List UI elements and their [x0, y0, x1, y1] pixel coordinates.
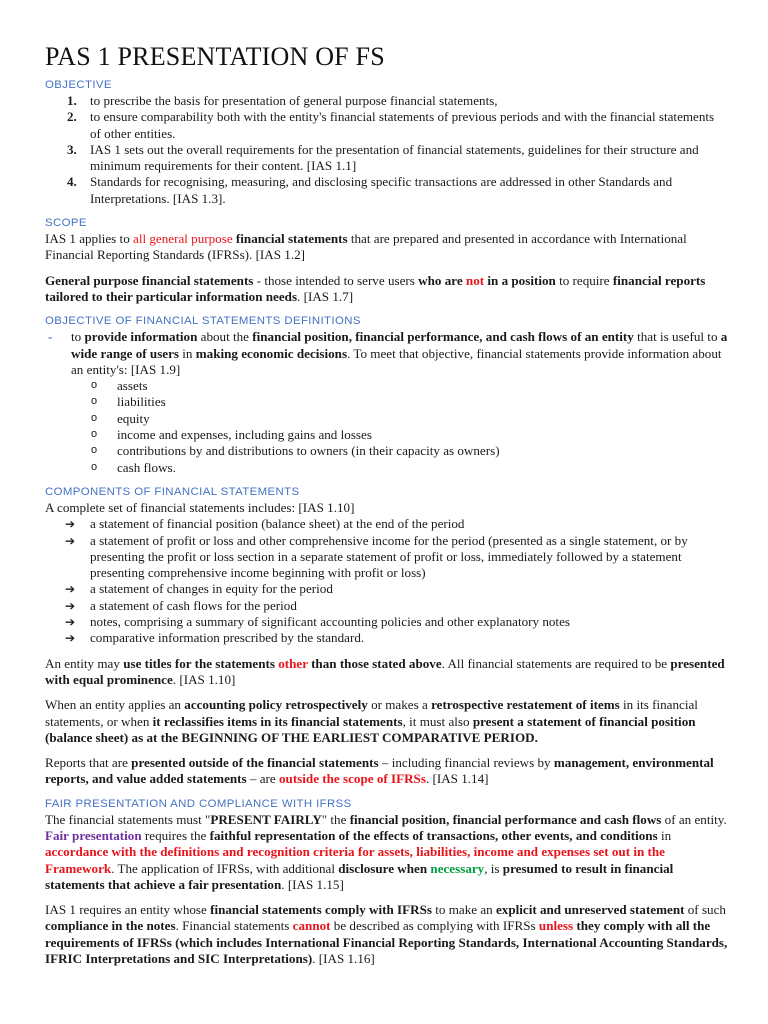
- list-item: o equity: [91, 410, 150, 426]
- list-text: IAS 1 sets out the overall requirements for the presentation of financial statements, guidelines for their structure and minimum requirements for their content. [IAS 1.1]: [90, 141, 699, 174]
- list-item: [45, 109, 728, 142]
- fs-objective-paragraph: - to provide information about the financial position, financial performance, and cash flows of an entity that is useful to a wide range of users in making economic decisions. To meet that objective, financial statements provide information about an entity's: [IAS 1.9]: [48, 329, 728, 377]
- circle-bullet: o: [91, 379, 98, 392]
- fs-objective-list: [45, 378, 728, 476]
- compliance-paragraph: IAS 1 requires an entity whose financial statements comply with IFRSs to make an explicit and unreserved statement of such compliance in the notes. Financial statements cannot be described as complying with IFRSs unless they comply with all the requirements of IFRSs (which includes International Financial Reporting Standards, International Accounting Standards, IFRIC Interpretations and SIC Interpretations). [IAS 1.16]: [45, 902, 728, 967]
- fair-presentation-heading: FAIR PRESENTATION AND COMPLIANCE WITH IFRSS: [45, 797, 352, 810]
- list-item: [45, 174, 728, 207]
- list-number: 3.: [67, 141, 77, 157]
- outside-reports-paragraph: Reports that are presented outside of the financial statements – including financial reviews by management, environmental reports, and value added statements – are outside the scope of IFRSs. [IAS 1.14]: [45, 755, 714, 787]
- list-number: 1.: [67, 93, 77, 108]
- dash-bullet: -: [48, 329, 53, 345]
- retrospective-paragraph: When an entity applies an accounting policy retrospectively or makes a retrospective restatement of items in its financial statements, or when it reclassifies items in its financial statements, it must also present a statement of financial position (balance sheet) as at the BEGINNING OF THE EARLIEST COMPARATIVE PERIOD.: [45, 697, 698, 745]
- components-section: [45, 485, 728, 788]
- list-text: Standards for recognising, measuring, and disclosing specific transactions are addressed in other Standards and Interpretations. [IAS 1.3].: [90, 174, 673, 206]
- list-item: ➔ notes, comprising a summary of significant accounting policies and other explanatory notes: [65, 614, 570, 630]
- scope-paragraph: IAS 1 applies to all general purpose financial statements that are prepared and presented in accordance with International Financial Reporting Standards (IFRSs). [IAS 1.2]: [45, 231, 687, 263]
- present-fairly-paragraph: The financial statements must "PRESENT FAIRLY" the financial position, financial performance and cash flows of an entity. Fair presentation requires the faithful representation of the effects of transactions, other events, and conditions in accordance with the definitions and recognition criteria for assets, liabilities, income and expenses set out in the Framework. The application of IFRSs, with additional disclosure when necessary, is presumed to result in financial statements that achieve a fair presentation. [IAS 1.15]: [45, 811, 727, 892]
- circle-bullet: o: [91, 428, 98, 441]
- list-item: [45, 142, 728, 175]
- components-list: [45, 516, 728, 646]
- page-title: PAS 1 PRESENTATION OF FS: [45, 42, 385, 71]
- titles-paragraph: An entity may use titles for the statements other than those stated above. All financial statements are required to be presented with equal prominence. [IAS 1.10]: [45, 655, 725, 687]
- circle-bullet: o: [91, 411, 98, 424]
- arrow-icon: ➔: [65, 533, 76, 548]
- components-heading: COMPONENTS OF FINANCIAL STATEMENTS: [45, 485, 300, 498]
- list-item: o liabilities: [91, 394, 166, 410]
- components-intro: A complete set of financial statements includes: [IAS 1.10]: [45, 499, 355, 515]
- arrow-icon: ➔: [65, 517, 76, 532]
- list-number: 2.: [67, 109, 77, 125]
- list-text: to ensure comparability both with the entity's financial statements of previous periods and with the financial statements of other entities.: [90, 109, 715, 141]
- list-item: [45, 93, 728, 109]
- fs-objective-section: [45, 314, 728, 476]
- arrow-icon: ➔: [65, 615, 76, 630]
- objective-section: [45, 78, 728, 207]
- arrow-icon: ➔: [65, 582, 76, 597]
- list-number: 4.: [67, 174, 77, 190]
- list-text: to prescribe the basis for presentation of general purpose financial statements,: [90, 93, 498, 108]
- list-item: ➔ a statement of financial position (balance sheet) at the end of the period: [65, 516, 465, 532]
- scope-heading: SCOPE: [45, 217, 87, 230]
- arrow-icon: ➔: [65, 631, 76, 646]
- objective-list: [45, 93, 728, 207]
- list-item: o assets: [91, 378, 148, 394]
- circle-bullet: o: [91, 395, 98, 408]
- list-item: o cash flows.: [91, 459, 176, 475]
- list-item: ➔ comparative information prescribed by the standard.: [65, 630, 365, 646]
- objective-heading: OBJECTIVE: [45, 79, 112, 91]
- circle-bullet: o: [91, 460, 98, 473]
- general-purpose-paragraph: General purpose financial statements - those intended to serve users who are not in a position to require financial reports tailored to their particular information needs. [IAS 1.7]: [45, 272, 706, 304]
- fs-objective-heading: OBJECTIVE OF FINANCIAL STATEMENTS DEFINITIONS: [45, 315, 361, 328]
- list-item: ➔ a statement of cash flows for the period: [65, 597, 297, 613]
- list-item: o income and expenses, including gains and losses: [91, 427, 372, 443]
- list-item: ➔ a statement of changes in equity for the period: [65, 581, 333, 597]
- scope-section: [45, 216, 728, 305]
- list-item: ➔ a statement of profit or loss and other comprehensive income for the period (presented as a single statement, or by presenting the profit or loss section in a separate statement of profit or loss, immediately followed by a statement presenting comprehensive income beginning with profit or loss): [65, 532, 688, 581]
- fair-presentation-section: [45, 797, 728, 968]
- arrow-icon: ➔: [65, 598, 76, 613]
- list-item: o contributions by and distributions to owners (in their capacity as owners): [91, 443, 500, 459]
- circle-bullet: o: [91, 444, 98, 457]
